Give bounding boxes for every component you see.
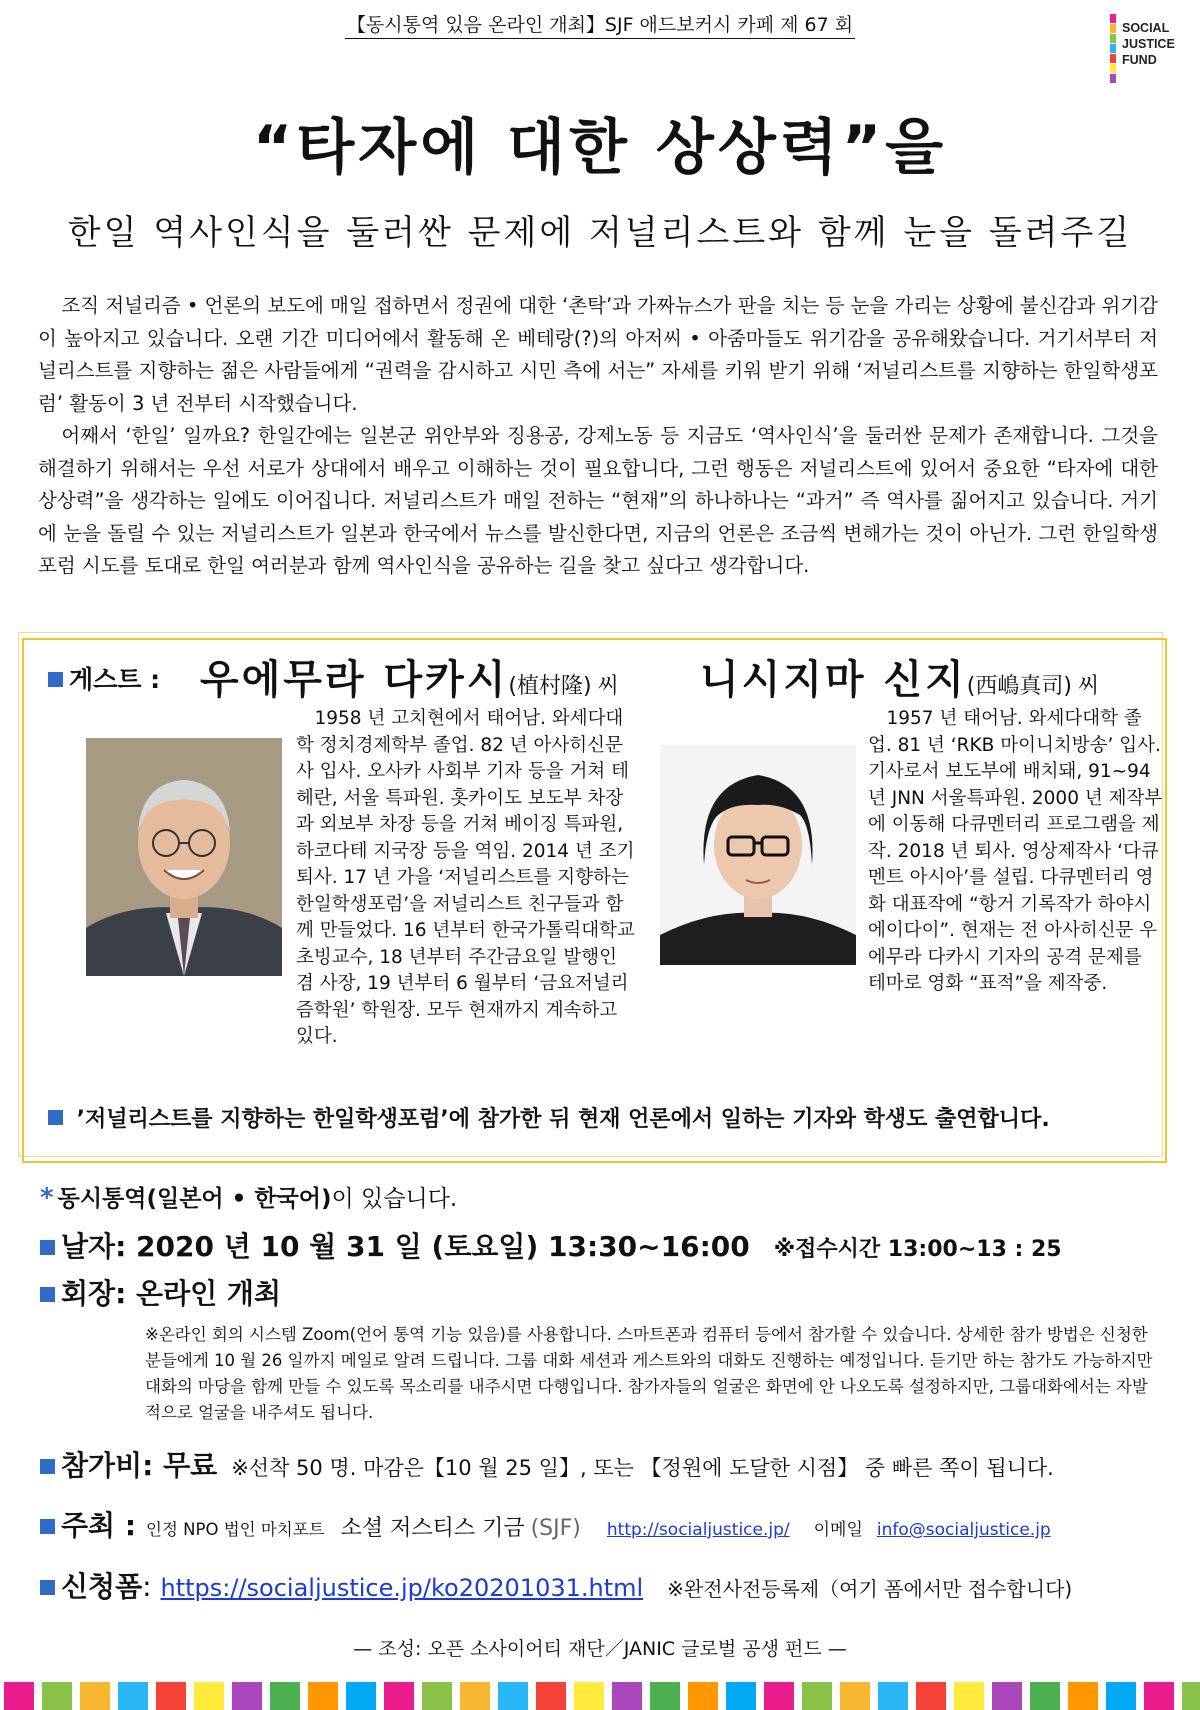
venue-line: 회장: 온라인 개최 — [40, 1272, 281, 1312]
square-bullet-icon — [40, 1287, 55, 1302]
square-bullet-icon — [40, 1580, 55, 1595]
venue-note: ※온라인 회의 시스템 Zoom(언어 통역 기능 있음)를 사용합니다. 스마트폰과 컴퓨터 등에서 참가할 수 있습니다. 상세한 참가 방법은 신청한 분들에게 10 월 26 일까지 메일로 알려 드립니다. 그룹 대화 세션과 게스트와의 대화도 진행하는 예정입니다. 듣기만 하는 참가도 가능하지만 대화의 마당을 함께 만들 수 있도록 목소리를 내주시면 다행입니다. 참가자들의 얼굴은 화면에 안 나오도록 설정하지만, 그룹대화에서는 자발적으로 얼굴을 내주셔도 됩니다. — [145, 1325, 1153, 1422]
guest1-bio: 1958 년 고치현에서 태어남. 와세다대학 정치경제학부 졸업. 82 년 아사히신문사 입사. 오사카 사회부 기자 등을 거쳐 테헤란, 서울 특파원. 홋카이도 보도부 차장과 외보부 차장 등을 거쳐 베이징 특파원, 하코다테 지국장 등을 역임. 2014 년 조기 퇴사. 17 년 가을 ‘저널리스트를 지향하는 한일학생포럼’을 저널리스트 친구들과 함께 만들었다. 16 년부터 한국가톨릭대학교 초빙교수, 18 년부터 주간금요일 발행인 겸 사장, 19 년부터 6 월부터 ‘금요저널리즘학원’ 학원장. 모두 현재까지 계속하고 있다. — [296, 708, 635, 1047]
application-form-link[interactable]: https://socialjustice.jp/ko20201031.html — [160, 1574, 644, 1602]
date-line: 날자: 2020 년 10 월 31 일 (토요일) 13:30~16:00 ※접수시간 13:00~13 : 25 — [40, 1225, 1062, 1265]
guest1-photo — [86, 738, 282, 976]
intro-text — [38, 290, 1158, 583]
sjf-logo — [1110, 14, 1182, 86]
guest1-name: 우에무라 다카시(植村隆) 씨 — [200, 657, 619, 703]
page-subtitle: 한일 역사인식을 둘러싼 문제에 저널리스트와 함께 눈을 돌려주길 — [67, 213, 1133, 253]
square-bullet-icon — [48, 1110, 63, 1125]
fee-line: 참가비: 무료 ※선착 50 명. 마감은【10 월 25 일】, 또는 【정원에 도달한 시점】 중 빠른 쪽이 됩니다. — [40, 1444, 1054, 1484]
form-line: 신청폼: https://socialjustice.jp/ko20201031.html ※완전사전등록제（여기 폼에서만 접수합니다) — [40, 1565, 1072, 1605]
host-email-link[interactable]: info@socialjustice.jp — [876, 1520, 1051, 1540]
guest2-kanji: (西嶋真司) — [966, 674, 1072, 699]
page-title: “타자에 대한 상상력”을 — [252, 113, 948, 183]
fee-note: ※선착 50 명. 마감은【10 월 25 일】, 또는 【정원에 도달한 시점】 중 빠른 쪽이 됩니다. — [231, 1456, 1054, 1480]
host-line: 주최 : 인정 NPO 법인 마치포트 소셜 저스티스 기금 (SJF) http://socialjustice.jp/ 이메일 info@socialjustice.jp — [40, 1504, 1051, 1544]
logo-text: SOCIAL JUSTICE FUND — [1122, 21, 1175, 67]
guest2-bio: 1957 년 태어남. 와세다대학 졸업. 81 년 ‘RKB 마이니치방송’ 입사. 기사로서 보도부에 배치돼, 91~94 년 JNN 서울특파원. 2000 년 제작부에 이동해 다큐멘터리 프로그램을 제작. 2018 년 퇴사. 영상제작사 ‘다큐멘트 아시아’를 설립. 다큐멘터리 영화 대표작에 “항거 기록작가 하야시 에이다이”. 현재는 전 아사히신문 우에무라 다카시 기자의 공격 문제를 테마로 영화 “표적”을 제작중. — [868, 708, 1163, 994]
intro-paragraph-1: 조직 저널리즘 • 언론의 보도에 매일 접하면서 정권에 대한 ‘촌탁’과 가짜뉴스가 판을 치는 등 눈을 가리는 상황에 불신감과 위기감이 높아지고 있습니다. 오랜 기간 미디어에서 활동해 온 베테랑(?)의 아저씨 • 아줌마들도 위기감을 공유해왔습니다. 거기서부터 저널리스트를 지향하는 젊은 사람들에게 “권력을 감시하고 시민 측에 서는” 자세를 키워 받기 위해 ‘저널리스트를 지향하는 한일학생포럼’ 활동이 3 년 전부터 시작했습니다. — [38, 294, 1158, 415]
guest-label: 게스트 : — [48, 660, 160, 696]
square-bullet-icon — [40, 1240, 55, 1255]
forum-note: ’저널리스트를 지향하는 한일학생포럼’에 참가한 뒤 현재 언론에서 일하는 기자와 학생도 출연합니다. — [48, 1102, 1050, 1133]
guest1-kanji: (植村隆) — [508, 674, 592, 699]
reception-time: ※접수시간 13:00~13 : 25 — [773, 1237, 1062, 1262]
square-bullet-icon — [40, 1459, 55, 1474]
square-bullet-icon — [40, 1519, 55, 1534]
event-line: 【동시통역 있음 온라인 개최】SJF 애드보커시 카페 제 67 회 — [0, 10, 1200, 37]
guest2-name: 니시지마 신지(西嶋真司) 씨 — [700, 657, 1100, 703]
grant-line: — 조성: 오픈 소사이어티 재단／JANIC 글로벌 공생 펀드 — — [353, 1638, 847, 1660]
host-website-link[interactable]: http://socialjustice.jp/ — [606, 1520, 790, 1540]
color-stripe — [0, 1682, 1200, 1710]
interpretation-line: * 동시통역(일본어 • 한국어)이 있습니다. — [40, 1183, 458, 1213]
intro-paragraph-2: 어째서 ‘한일’ 일까요? 한일간에는 일본군 위안부와 징용공, 강제노동 등 지금도 ‘역사인식’을 둘러싼 문제가 존재합니다. 그것을 해결하기 위해서는 우선 서로가 상대에서 배우고 이해하는 것이 필요합니다, 그런 행동은 저널리스트에 있어서 중요한 “타자에 대한 상상력”을 생각하는 일에도 이어집니다. 저널리스트가 매일 전하는 “현재”의 하나하나는 “과거” 즉 역사를 짊어지고 있습니다. 거기에 눈을 돌릴 수 있는 저널리스트가 일본과 한국에서 뉴스를 발신한다면, 지금의 언론은 조금씩 변해가는 것이 아닌가. 그런 한일학생포럼 시도를 토대로 한일 여러분과 함께 역사인식을 공유하는 길을 찾고 싶다고 생각합니다. — [38, 424, 1158, 577]
square-bullet-icon — [48, 672, 63, 687]
asterisk-icon: * — [40, 1183, 54, 1213]
guest2-photo — [660, 745, 856, 965]
